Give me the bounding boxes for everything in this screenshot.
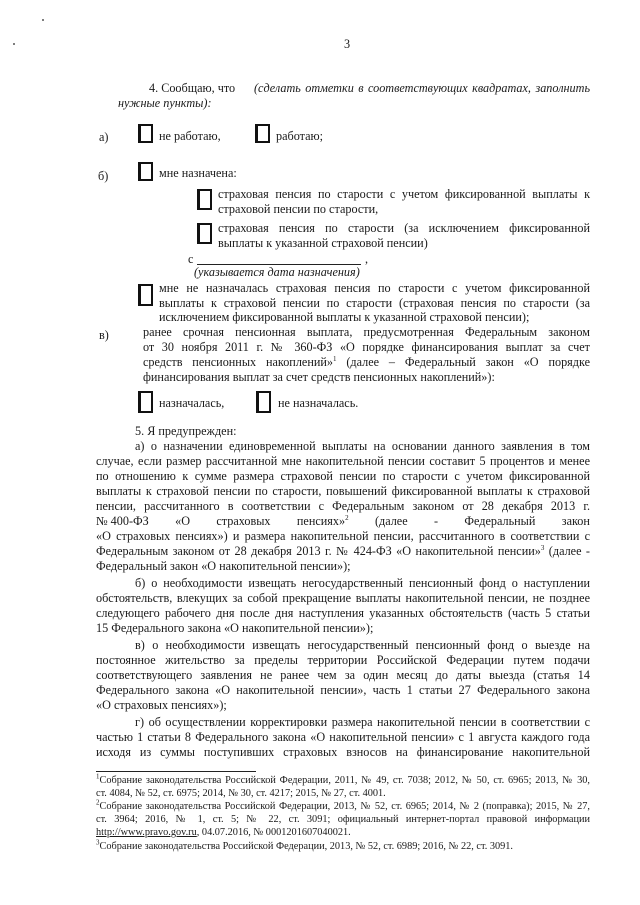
checkbox-was-not-assigned[interactable]: [256, 391, 271, 413]
date-hint: (указывается дата назначения): [194, 265, 360, 279]
warning-a-line6-part: Федеральный: [464, 514, 536, 528]
option-working-label: работаю;: [276, 129, 324, 143]
checkbox-was-assigned[interactable]: [138, 391, 153, 413]
urgent-payment-line3-rest: (далее – Федеральный закон «О порядке: [336, 355, 590, 369]
scan-speck: [13, 43, 15, 45]
footnote-1-line2: ст. 4084, № 52, ст. 6975; 2014, № 30, ст. 4217; 2015, № 27, ст. 4001.: [96, 788, 386, 799]
option-not-working-label: не работаю,: [159, 129, 221, 143]
warning-g-line3: исходя из суммы поступивших страховых взносов на финансирование накопительной: [96, 745, 590, 759]
checkbox-pension-without-fixed-payment[interactable]: [197, 223, 212, 244]
date-prefix: с: [188, 252, 194, 266]
checkbox-pension-assigned[interactable]: [138, 162, 153, 181]
footnote-1-mark: 1: [96, 772, 100, 781]
warning-b-line4: 15 Федерального закона «О накопительной пенсии»);: [96, 621, 374, 635]
footnote-3-mark: 3: [96, 838, 100, 847]
warning-a-line7: «О страховых пенсиях») и размера накопительной пенсии, рассчитанного в соответствии с: [96, 529, 590, 543]
pravo-gov-link[interactable]: http://www.pravo.gov.ru: [96, 827, 197, 838]
pension-not-assigned-line2: выплаты к страховой пенсии по старости (страховая пенсия по старости (за: [159, 296, 590, 310]
warning-a-line6: [96, 514, 590, 529]
pension-not-assigned-line1: мне не назначалась страховая пенсия по старости с учетом фиксированной: [159, 281, 590, 295]
pension-not-assigned-line3: исключением фиксированной выплаты к указанной страховой пенсии);: [159, 310, 530, 324]
checkbox-not-working[interactable]: [138, 124, 153, 143]
warning-a-line6-part: страховых: [216, 514, 271, 528]
footnote-2-line3-rest: , 04.07.2016, № 0001201607040021.: [196, 827, 351, 838]
footnote-ref-2[interactable]: 2: [345, 513, 349, 522]
pension-with-fixed-line2: страховой пенсии по старости,: [218, 202, 379, 216]
warning-a-line4: выплаты к страховой пенсии по старости, повышений фиксированной выплаты к страховой: [96, 484, 590, 498]
warning-a-line2: случае, если размер рассчитанной мне накопительной пенсии составит 5 процентов и менее: [96, 454, 590, 468]
warning-v-line1: в) о необходимости извещать негосударственный пенсионный фонд о выезде на: [135, 638, 590, 652]
warning-a-line3: по отношению к сумме размера страховой пенсии по старости с учетом фиксированной: [96, 469, 590, 483]
pension-without-fixed-line2: выплаты к указанной страховой пенсии): [218, 236, 428, 250]
footnote-3-text: Собрание законодательства Российской Федерации, 2013, № 52, ст. 6989; 2016, № 22, ст. 3091.: [99, 841, 514, 852]
warning-b-line2: обстоятельств, влекущих за собой прекращение выплаты накопительной пенсии, не позднее: [96, 591, 590, 605]
footnote-1-line1: [96, 772, 590, 788]
footnote-2-mark: 2: [96, 798, 100, 807]
urgent-payment-line4: финансирования выплат за счет средств пенсионных накоплений»):: [143, 370, 495, 384]
page-number: 3: [344, 37, 351, 51]
section-5-heading: 5. Я предупрежден:: [135, 424, 237, 438]
item-a-label: а): [99, 130, 109, 144]
warning-a-line5: пенсии, рассчитанного в соответствии с Федеральным законом от 28 декабря 2013 г.: [96, 499, 590, 513]
urgent-payment-line3: [143, 355, 590, 370]
footnote-1-text: Собрание законодательства Российской Федерации, 2011, № 49, ст. 7038; 2012, № 50, ст. 6965; 2013, № 30,: [99, 775, 590, 786]
section-4-instruction-line2: нужные пункты):: [118, 96, 212, 110]
warning-a-line6-part: (далее: [374, 514, 408, 528]
section-4-lead: [149, 81, 235, 96]
urgent-payment-line2: от 30 ноября 2011 г. № 360-ФЗ «О порядке финансирования выплат за счет: [143, 340, 590, 354]
warning-v-line4: Федерального закона «О накопительной пенсии», часть 1 статьи 27 Федерального закона: [96, 683, 590, 697]
warning-a-line6-part: № 400-ФЗ: [96, 514, 149, 528]
section-4-instruction-line1: (сделать отметки в соответствующих квадратах, заполнить: [254, 81, 590, 95]
footnote-2-text: Собрание законодательства Российской Федерации, 2013, № 52, ст. 6965; 2014, № 2 (поправка); 2015, № 27,: [99, 801, 590, 812]
checkbox-pension-with-fixed-payment[interactable]: [197, 189, 212, 210]
warning-b-line1: б) о необходимости извещать негосударственный пенсионный фонд о наступлении: [135, 576, 590, 590]
item-b-label: б): [98, 169, 109, 183]
warning-g-line1: г) об осуществлении корректировки размера накопительной пенсии в соответствии с: [135, 715, 590, 729]
warning-a-line9: Федеральный закон «О накопительной пенсии»);: [96, 559, 351, 573]
footnote-3-line1: [96, 838, 514, 854]
checkbox-pension-not-assigned[interactable]: [138, 284, 153, 306]
pension-with-fixed-line1: страховая пенсия по старости с учетом фиксированной выплаты к: [218, 187, 590, 201]
checkbox-working[interactable]: [255, 124, 270, 143]
footnote-2-line2: ст. 3964; 2016, № 1, ст. 5; № 22, ст. 3091; официальный интернет-портал правовой информации: [96, 814, 590, 825]
option-was-assigned-label: назначалась,: [159, 396, 225, 410]
footnote-separator: [96, 771, 256, 772]
pension-assigned-label: мне назначена:: [159, 166, 237, 180]
scan-speck: [42, 19, 44, 21]
footnote-ref-1[interactable]: 1: [332, 354, 337, 363]
warning-a-line6-part: -: [433, 514, 439, 528]
footnote-ref-3[interactable]: 3: [540, 543, 545, 552]
warning-a-line6-part: закон: [561, 514, 590, 528]
item-v-label: в): [99, 328, 109, 342]
footnote-2-line1: [96, 798, 590, 814]
warning-v-line5: «О страховых пенсиях»);: [96, 698, 227, 712]
urgent-payment-line3-text: средств пенсионных накоплений»: [143, 355, 333, 369]
footnote-2-line3: [96, 827, 351, 840]
warning-a-line8-rest: (далее -: [544, 544, 590, 558]
warning-a-line6-part: пенсиях»: [296, 514, 346, 528]
urgent-payment-line1: ранее срочная пенсионная выплата, предусмотренная Федеральным законом: [143, 325, 590, 339]
pension-without-fixed-line1: страховая пенсия по старости (за исключением фиксированной: [218, 221, 590, 235]
option-was-not-assigned-label: не назначалась.: [278, 396, 359, 410]
section-4-lead-text: 4. Сообщаю, что: [149, 81, 236, 95]
warning-a-line8-text: Федеральным законом от 28 декабря 2013 г. № 424-ФЗ «О накопительной пенсии»: [96, 544, 541, 558]
warning-g-line2: частью 1 статьи 8 Федерального закона «О накопительной пенсии» с 1 августа каждого года: [96, 730, 590, 744]
warning-b-line3: следующего рабочего дня после дня наступления указанных обстоятельств (часть 5 статьи: [96, 606, 590, 620]
warning-a-line6-part: «О: [175, 514, 191, 528]
warning-a-line8: [96, 544, 590, 559]
warning-v-line3: соответствующего заявления не ранее чем за один месяц до даты выезда (статья 14: [96, 668, 590, 682]
warning-v-line2: постоянное жительство за пределы территории Российской Федерации путем подачи: [96, 653, 590, 667]
warning-a-line1: а) о назначении единовременной выплаты на основании данного заявления в том: [135, 439, 590, 453]
date-suffix: ,: [365, 252, 369, 266]
warning-a-line6-part-with-ref: [297, 514, 349, 529]
